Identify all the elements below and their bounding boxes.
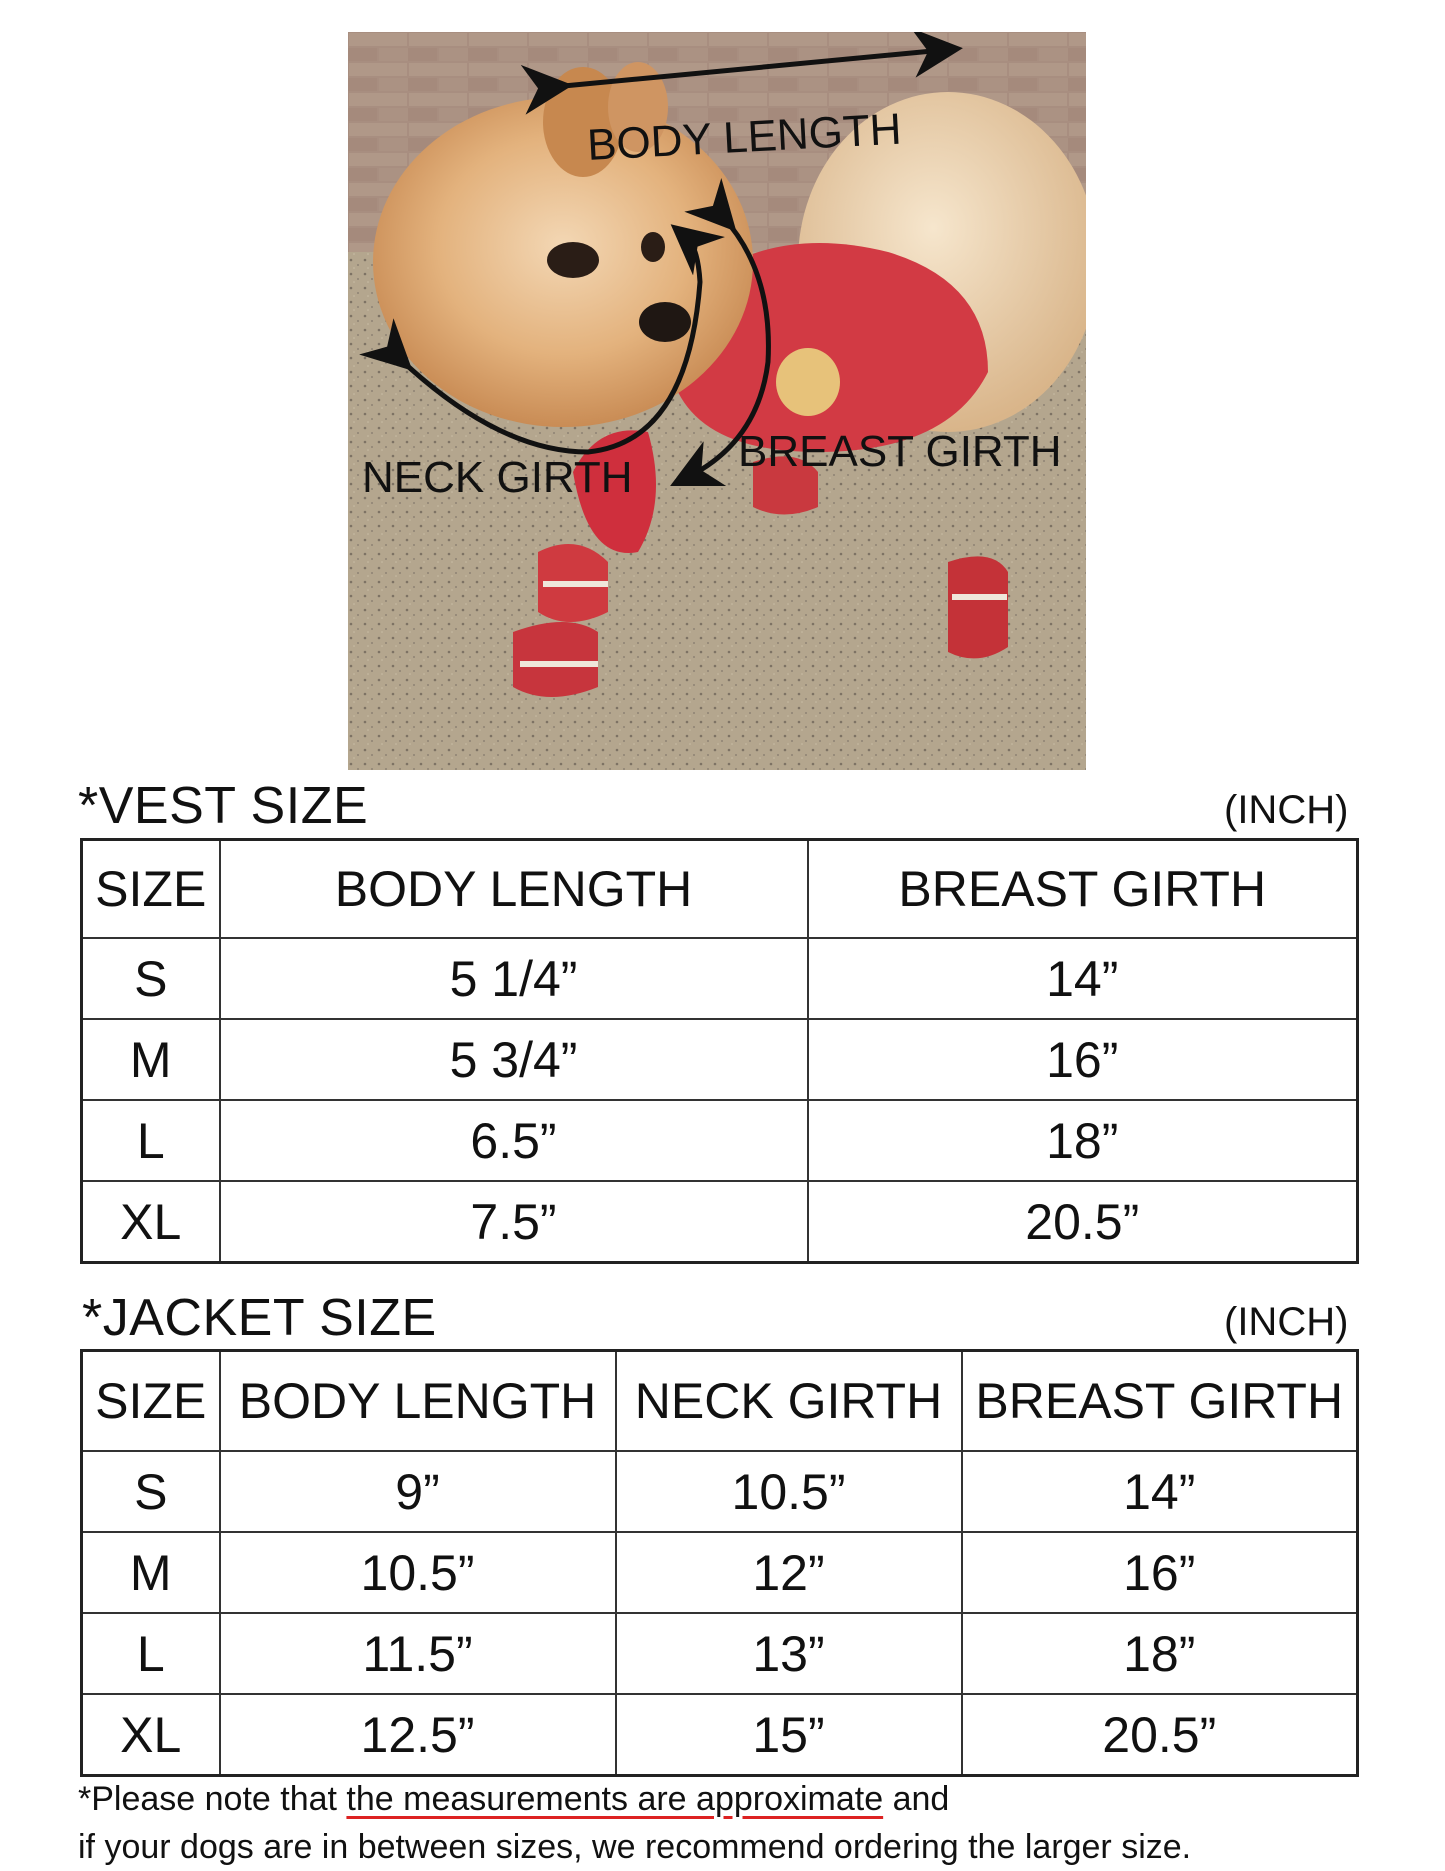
cell-breast-girth: 16”	[808, 1019, 1358, 1100]
cell-size: L	[82, 1100, 220, 1181]
header-size: SIZE	[82, 1351, 220, 1452]
vest-size-title: *VEST SIZE	[78, 777, 369, 835]
cell-breast-girth: 16”	[962, 1532, 1358, 1613]
header-body-length: BODY LENGTH	[220, 840, 808, 939]
table-row	[82, 1694, 1358, 1776]
table-row	[82, 1532, 1358, 1613]
table-row	[82, 1613, 1358, 1694]
vest-size-table	[80, 838, 1359, 1264]
footnote-suffix: and	[883, 1780, 950, 1818]
cell-body-length: 6.5”	[220, 1100, 808, 1181]
jacket-size-title: *JACKET SIZE	[82, 1289, 437, 1347]
cell-size: XL	[82, 1181, 220, 1263]
header-neck-girth: NECK GIRTH	[616, 1351, 962, 1452]
cell-body-length: 12.5”	[220, 1694, 616, 1776]
dog-measurement-photo	[348, 32, 1086, 770]
cell-neck-girth: 10.5”	[616, 1451, 962, 1532]
cell-breast-girth: 14”	[962, 1451, 1358, 1532]
table-row	[82, 1100, 1358, 1181]
cell-body-length: 5 1/4”	[220, 938, 808, 1019]
breast-girth-label: BREAST GIRTH	[738, 427, 1062, 476]
cell-breast-girth: 18”	[808, 1100, 1358, 1181]
cell-size: M	[82, 1532, 220, 1613]
vest-unit-label: (INCH)	[1224, 788, 1349, 832]
table-header-row	[82, 1351, 1358, 1452]
cell-size: M	[82, 1019, 220, 1100]
cell-breast-girth: 20.5”	[962, 1694, 1358, 1776]
jacket-size-table	[80, 1349, 1359, 1777]
jacket-unit-label: (INCH)	[1224, 1300, 1349, 1344]
header-size: SIZE	[82, 840, 220, 939]
cell-size: XL	[82, 1694, 220, 1776]
cell-neck-girth: 13”	[616, 1613, 962, 1694]
cell-body-length: 10.5”	[220, 1532, 616, 1613]
header-breast-girth: BREAST GIRTH	[962, 1351, 1358, 1452]
cell-body-length: 11.5”	[220, 1613, 616, 1694]
footnote-line-2: if your dogs are in between sizes, we recommend ordering the larger size.	[78, 1828, 1192, 1866]
table-row	[82, 1019, 1358, 1100]
body-length-label: BODY LENGTH	[585, 104, 903, 170]
table-row	[82, 938, 1358, 1019]
footnote-prefix: *Please note that	[78, 1780, 347, 1818]
cell-breast-girth: 18”	[962, 1613, 1358, 1694]
neck-girth-label: NECK GIRTH	[362, 453, 633, 502]
cell-size: L	[82, 1613, 220, 1694]
header-breast-girth: BREAST GIRTH	[808, 840, 1358, 939]
cell-size: S	[82, 1451, 220, 1532]
footnote-underlined-text: the measurements are approximate	[346, 1780, 884, 1818]
table-header-row	[82, 840, 1358, 939]
footnote-line-1	[78, 1780, 949, 1819]
table-row	[82, 1181, 1358, 1263]
table-row	[82, 1451, 1358, 1532]
cell-neck-girth: 12”	[616, 1532, 962, 1613]
cell-breast-girth: 20.5”	[808, 1181, 1358, 1263]
cell-body-length: 9”	[220, 1451, 616, 1532]
cell-body-length: 5 3/4”	[220, 1019, 808, 1100]
cell-body-length: 7.5”	[220, 1181, 808, 1263]
header-body-length: BODY LENGTH	[220, 1351, 616, 1452]
cell-size: S	[82, 938, 220, 1019]
cell-breast-girth: 14”	[808, 938, 1358, 1019]
cell-neck-girth: 15”	[616, 1694, 962, 1776]
